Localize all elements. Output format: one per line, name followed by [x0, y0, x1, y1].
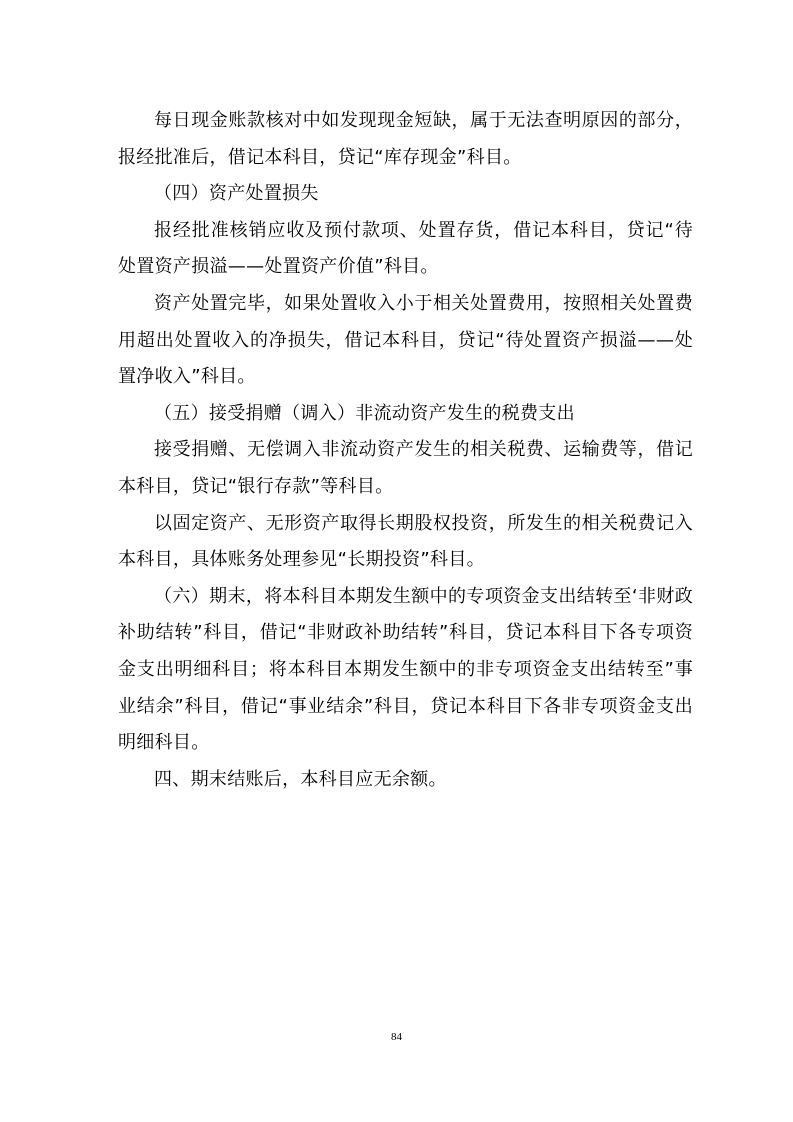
paragraph-no-balance: 四、期末结账后，本科目应无余额。 — [154, 768, 447, 790]
section-heading-asset-disposal-loss: （四）资产处置损失 — [154, 183, 319, 205]
paragraph-long-term-investment: 以固定资产、无形资产取得长期股权投资，所发生的相关税费记入本科目，具体账务处理参见“长期投资”科目。 — [118, 512, 693, 571]
paragraph-cash-shortage: 每日现金账款核对中如发现现金短缺，属于无法查明原因的部分，报经批准后，借记本科目，贷记“库存现金”科目。 — [118, 110, 693, 168]
paragraph-disposal-net-loss: 资产处置完毕，如果处置收入小于相关处置费用，按照相关处置费用超出处置收入的净损失，借记本科目，贷记“待处置资产损溢——处置净收入”科目。 — [118, 292, 693, 388]
paragraph-write-off-receivables: 报经批准核销应收及预付款项、处置存货，借记本科目，贷记“待处置资产损溢——处置资产价值”科目。 — [118, 219, 693, 278]
document-body — [118, 103, 693, 798]
paragraph-period-end-transfer: （六）期末，将本科目本期发生额中的专项资金支出结转至‘非财政补助结转”科目，借记“非财政补助结转”科目，贷记本科目下各专项资金支出明细科目；将本科目本期发生额中的非专项资金支出结转至”事业结余”科目，借记“事业结余”科目，贷记本科目下各非专项资金支出明细科目。 — [118, 585, 693, 754]
paragraph-donation-related-taxes: 接受捐赠、无偿调入非流动资产发生的相关税费、运输费等，借记本科目，贷记“银行存款”等科目。 — [118, 439, 693, 497]
section-heading-donation-tax-expense: （五）接受捐赠（调入）非流动资产发生的税费支出 — [154, 402, 575, 424]
page-number: 84 — [391, 1031, 402, 1043]
